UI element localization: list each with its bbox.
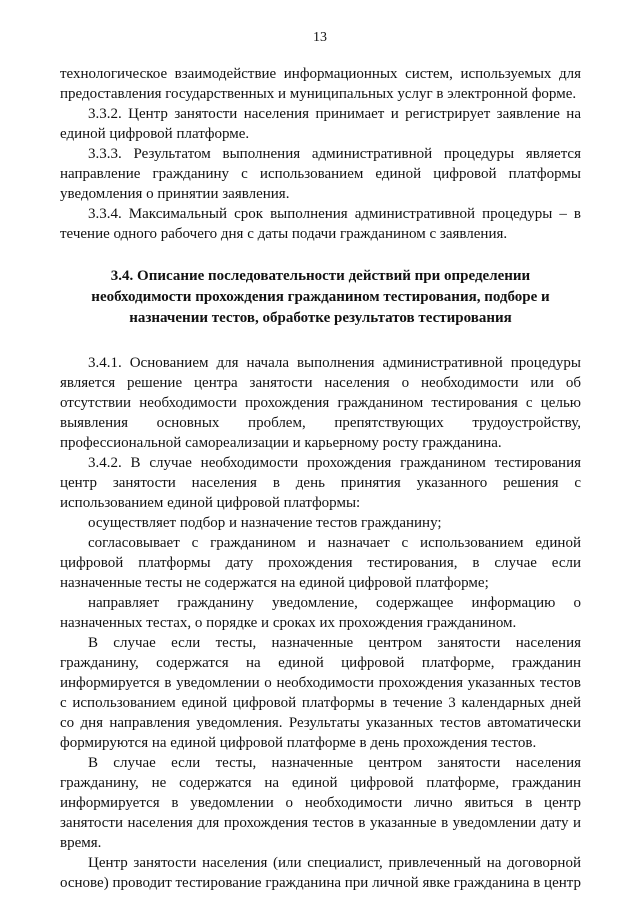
page-content [60, 64, 581, 893]
list-item-notification: направляет гражданину уведомление, содержащее информацию о назначенных тестах, о порядке и сроках их прохождения гражданином. [60, 595, 581, 631]
section-heading-3-4 [60, 266, 581, 329]
paragraph-tests-not-on-platform: В случае если тесты, назначенные центром занятости населения гражданину, не содержатся на единой цифровой платформе, гражданин информируется в уведомлении о необходимости лично явиться в центр занятости населения для прохождения тестов в указанные в уведомлении дату и время. [60, 755, 581, 851]
paragraph-3-4-2: 3.4.2. В случае необходимости прохождения гражданином тестирования центр занятости населения в день принятия указанного решения с использованием единой цифровой платформы: [60, 455, 581, 511]
list-item-agreement: согласовывает с гражданином и назначает с использованием единой цифровой платформы дату прохождения тестирования, в случае если назначенные тесты не содержатся на единой цифровой платформе; [60, 535, 581, 591]
heading-line: назначении тестов, обработке результатов тестирования [129, 310, 512, 326]
heading-line: необходимости прохождения гражданином тестирования, подборе и [91, 289, 550, 305]
paragraph-3-3-4: 3.3.4. Максимальный срок выполнения административной процедуры – в течение одного рабочего дня с даты подачи гражданином с заявления. [60, 206, 581, 242]
paragraph: технологическое взаимодействие информационных систем, используемых для предоставления государственных и муниципальных услуг в электронной форме. [60, 66, 581, 102]
paragraph-3-4-1: 3.4.1. Основанием для начала выполнения административной процедуры является решение центра занятости населения о необходимости или об отсутствии необходимости прохождения гражданином тестирования с целью выявления основных проблем, препятствующих трудоустройству, профессиональной самореализации и карьерному росту гражданина. [60, 355, 581, 451]
paragraph-tests-on-platform: В случае если тесты, назначенные центром занятости населения гражданину, содержатся на единой цифровой платформе, гражданин информируется в уведомлении о необходимости прохождения указанных тестов с использованием единой цифровой платформы в течение 3 календарных дней со дня направления уведомления. Результаты указанных тестов автоматически формируются на единой цифровой платформе в день прохождения тестов. [60, 635, 581, 751]
heading-line: 3.4. Описание последовательности действий при определении [110, 268, 531, 284]
list-item-selection: осуществляет подбор и назначение тестов гражданину; [88, 515, 442, 531]
paragraph-3-3-2: 3.3.2. Центр занятости населения принимает и регистрирует заявление на единой цифровой платформе. [60, 106, 581, 142]
paragraph-3-3-3: 3.3.3. Результатом выполнения административной процедуры является направление гражданину с использованием единой цифровой платформы уведомления о принятии заявления. [60, 146, 581, 202]
paragraph-testing-in-person: Центр занятости населения (или специалист, привлеченный на договорной основе) проводит тестирование гражданина при личной явке гражданина в центр [60, 855, 581, 891]
page-number: 13 [313, 30, 327, 45]
